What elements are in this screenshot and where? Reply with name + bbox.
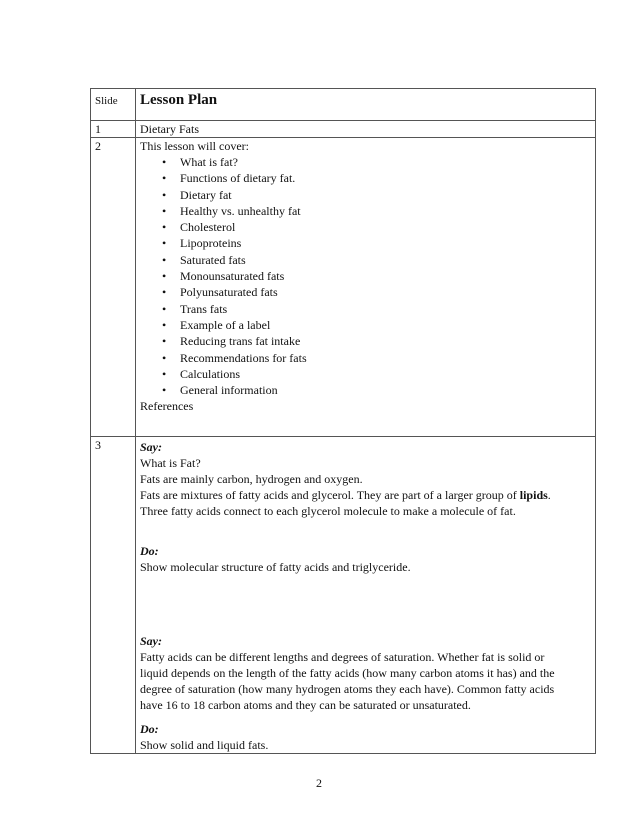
list-item: • Calculations [180, 366, 591, 382]
script-line: liquid depends on the length of the fatty acids (how many carbon atoms it has) and the [140, 666, 555, 681]
header-slide-cell: Slide [91, 89, 136, 121]
list-item: • Functions of dietary fat. [180, 170, 591, 186]
text-segment: . [547, 488, 551, 503]
list-item: • Cholesterol [180, 219, 591, 235]
topics-intro: This lesson will cover: [140, 139, 249, 153]
table-row [91, 437, 596, 754]
bold-term: lipids [519, 488, 548, 503]
instruction-line: Show solid and liquid fats. [140, 738, 269, 753]
script-line: Fats are mainly carbon, hydrogen and oxygen. [140, 472, 363, 487]
list-item: • Trans fats [180, 301, 591, 317]
table-row [91, 138, 596, 437]
slide-number: 3 [91, 437, 136, 754]
list-item: • Example of a label [180, 317, 591, 333]
list-item: • Monounsaturated fats [180, 268, 591, 284]
slide-number: 1 [91, 121, 136, 138]
topics-list [140, 154, 591, 398]
table-header-row [91, 89, 596, 121]
script-line [140, 487, 591, 503]
topics-outro: References [140, 399, 194, 414]
list-item: • Healthy vs. unhealthy fat [180, 203, 591, 219]
say-label: Say: [140, 634, 162, 649]
list-item: • Saturated fats [180, 252, 591, 268]
script-line: Fatty acids can be different lengths and degrees of saturation. Whether fat is solid or [140, 650, 545, 665]
list-item: • Lipoproteins [180, 235, 591, 251]
table-row [91, 121, 596, 138]
lesson-plan-table [90, 88, 596, 754]
header-title-cell: Lesson Plan [136, 89, 596, 121]
list-item: • General information [180, 382, 591, 398]
list-item: • What is fat? [180, 154, 591, 170]
page-number: 2 [316, 776, 322, 790]
instruction-line: Show molecular structure of fatty acids and triglyceride. [140, 560, 411, 575]
script-line: degree of saturation (how many hydrogen atoms they each have). Common fatty acids [140, 682, 555, 697]
do-label: Do: [140, 544, 159, 559]
slide-content [136, 437, 596, 754]
script-line: have 16 to 18 carbon atoms and they can be saturated or unsaturated. [140, 698, 471, 713]
do-label: Do: [140, 722, 159, 737]
slide-content: Dietary Fats [136, 121, 596, 138]
script-line: Three fatty acids connect to each glycerol molecule to make a molecule of fat. [140, 504, 516, 519]
slide-content [136, 138, 596, 437]
say-label: Say: [140, 440, 162, 455]
script-line: What is Fat? [140, 456, 201, 471]
list-item: • Recommendations for fats [180, 350, 591, 366]
list-item: • Reducing trans fat intake [180, 333, 591, 349]
list-item: • Polyunsaturated fats [180, 284, 591, 300]
list-item: • Dietary fat [180, 187, 591, 203]
slide-number: 2 [91, 138, 136, 437]
text-segment: Fats are mixtures of fatty acids and glycerol. They are part of a larger group of [140, 488, 520, 503]
